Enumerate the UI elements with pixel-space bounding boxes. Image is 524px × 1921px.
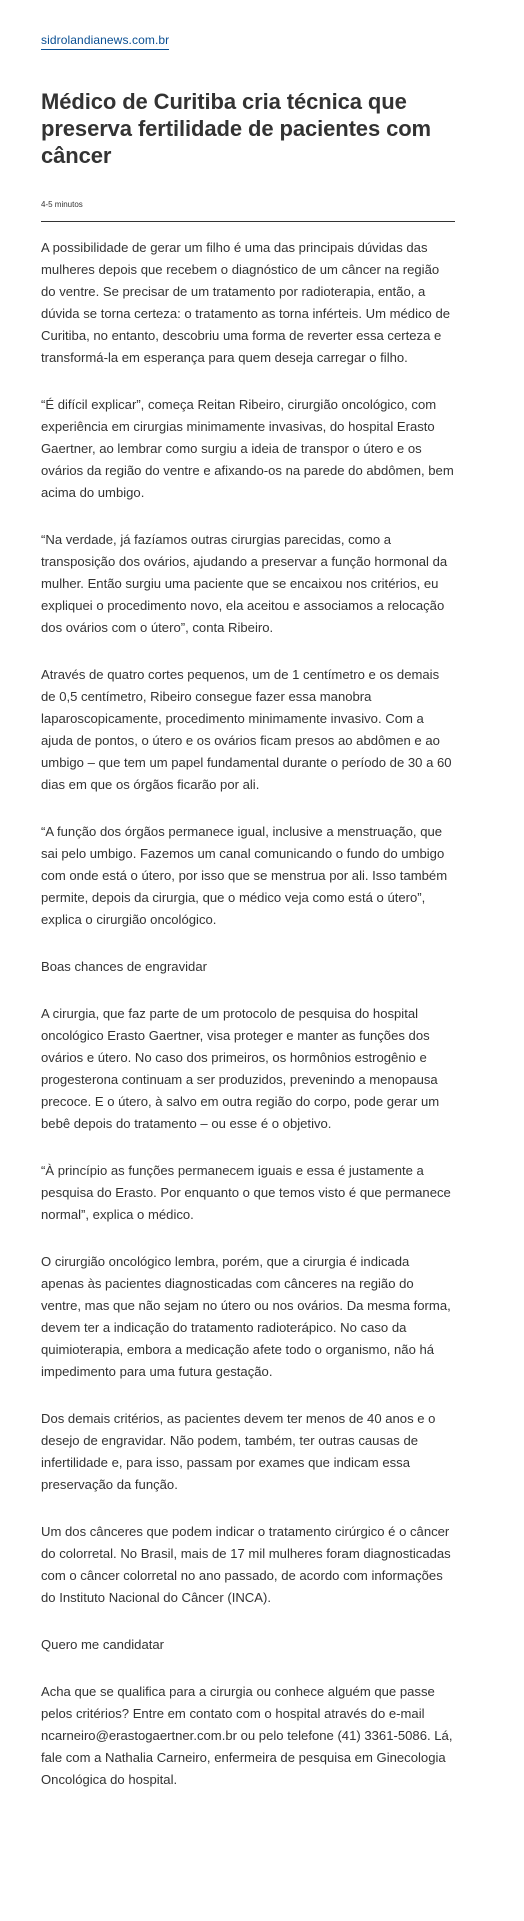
- paragraph: A possibilidade de gerar um filho é uma das principais dúvidas das mulheres depois que recebem o diagnóstico de um câncer na região do ventre. Se precisar de um tratamento por radioterapia, então, a dúvida se torna certeza: o tratamento as torna inférteis. Um médico de Curitiba, no entanto, descobriu uma forma de reverter essa certeza e transformá-la em esperança para quem deseja carregar o filho.: [41, 240, 451, 365]
- paragraph: Através de quatro cortes pequenos, um de 1 centímetro e os demais de 0,5 centímetro, Ribeiro consegue fazer essa manobra laparoscopicamente, procedimento minimamente invasivo. Com a ajuda de pontos, o útero e os ovários ficam presos ao abdômen e ao umbigo – que tem um papel fundamental durante o período de 30 a 60 dias em que os órgãos ficarão por ali.: [41, 667, 452, 792]
- source-domain-link[interactable]: sidrolandianews.com.br: [41, 33, 169, 50]
- article-body: [41, 237, 455, 1791]
- paragraph: Dos demais critérios, as pacientes devem ter menos de 40 anos e o desejo de engravidar. Não podem, também, ter outras causas de infertilidade e, para isso, passam por exames que indicam essa preservação da função.: [41, 1411, 436, 1492]
- paragraph: O cirurgião oncológico lembra, porém, que a cirurgia é indicada apenas às pacientes diagnosticadas com cânceres na região do ventre, mas que não sejam no útero ou nos ovários. Da mesma forma, devem ter a indicação do tratamento radioterápico. No caso da quimioterapia, embora a medicação afete todo o organismo, não há impedimento para uma futura gestação.: [41, 1254, 451, 1379]
- article-title: Médico de Curitiba cria técnica que preserva fertilidade de pacientes com câncer: [41, 89, 432, 168]
- paragraph: “É difícil explicar”, começa Reitan Ribeiro, cirurgião oncológico, com experiência em cirurgias minimamente invasivas, do hospital Erasto Gaertner, ao lembrar como surgiu a ideia de transpor o útero e os ovários da região do ventre e afixando-os na parede do abdômen, bem acima do umbigo.: [41, 397, 454, 500]
- paragraph: Um dos cânceres que podem indicar o tratamento cirúrgico é o câncer do colorretal. No Brasil, mais de 17 mil mulheres foram diagnosticadas com o câncer colorretal no ano passado, de acordo com informações do Instituto Nacional do Câncer (INCA).: [41, 1524, 451, 1605]
- paragraph: Acha que se qualifica para a cirurgia ou conhece alguém que passe pelos critérios? Entre em contato com o hospital através do e-mail ncarneiro@erastogaertner.com.br ou pelo telefone (41) 3361-5086. Lá, fale com a Nathalia Carneiro, enfermeira de pesquisa em Ginecologia Oncológica do hospital.: [41, 1684, 453, 1787]
- section-subheading: Quero me candidatar: [41, 1637, 165, 1652]
- paragraph: A cirurgia, que faz parte de um protocolo de pesquisa do hospital oncológico Erasto Gaertner, visa proteger e manter as funções dos ovários e útero. No caso dos primeiros, os hormônios estrogênio e progesterona continuam a ser produzidos, prevenindo a menopausa precoce. E o útero, à salvo em outra região do corpo, pode gerar um bebê depois do tratamento – ou esse é o objetivo.: [41, 1006, 440, 1131]
- section-subheading: Boas chances de engravidar: [41, 959, 207, 974]
- title-divider: [41, 221, 455, 222]
- paragraph: “Na verdade, já fazíamos outras cirurgias parecidas, como a transposição dos ovários, ajudando a preservar a função hormonal da mulher. Então surgiu uma paciente que se encaixou nos critérios, eu expliquei o procedimento novo, ela aceitou e associamos a relocação dos ovários com o útero”, conta Ribeiro.: [41, 532, 448, 635]
- paragraph: “A função dos órgãos permanece igual, inclusive a menstruação, que sai pelo umbigo. Fazemos um canal comunicando o fundo do umbigo com onde está o útero, por isso que se menstrua por ali. Isso também permite, depois da cirurgia, que o médico veja como está o útero”, explica o cirurgião oncológico.: [41, 824, 448, 927]
- paragraph: “À princípio as funções permanecem iguais e essa é justamente a pesquisa do Erasto. Por enquanto o que temos visto é que permanece normal”, explica o médico.: [41, 1163, 451, 1222]
- reading-time: 4-5 minutos: [41, 200, 83, 209]
